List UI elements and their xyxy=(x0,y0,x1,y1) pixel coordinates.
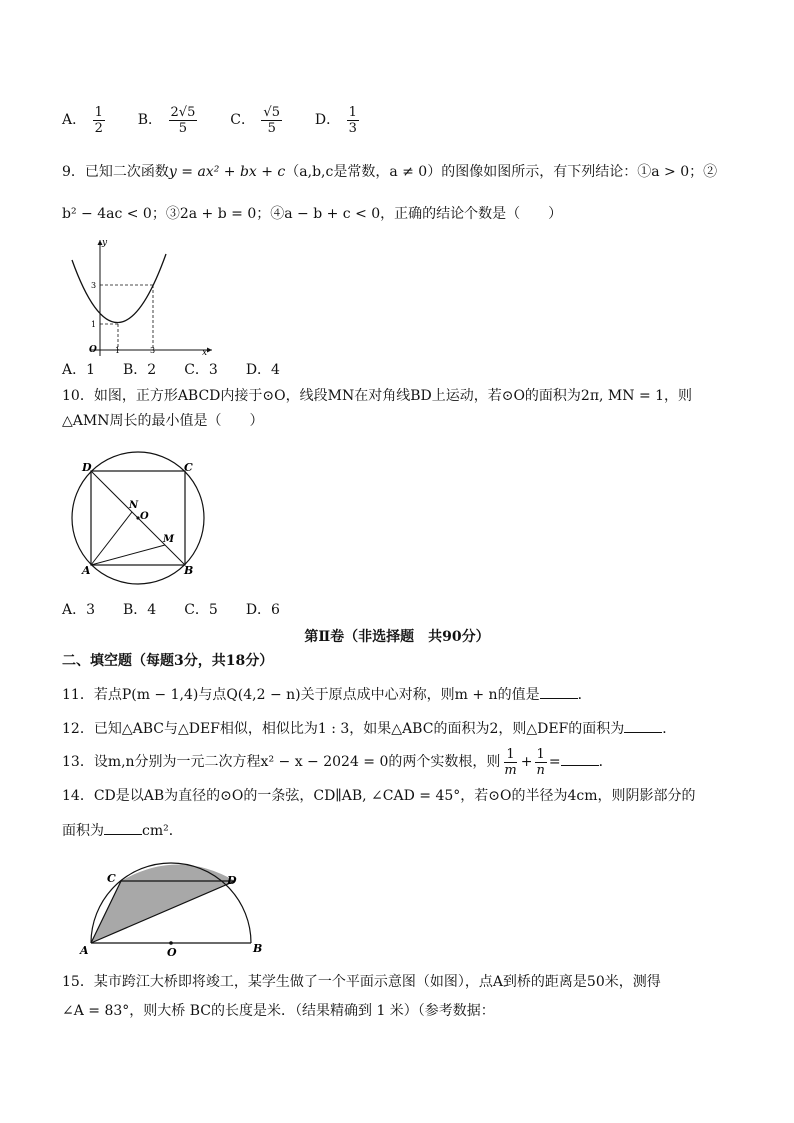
q8-a-fraction xyxy=(93,105,105,136)
q14-label-c: C xyxy=(107,872,116,885)
q8-b-fraction xyxy=(169,105,198,136)
q8-d-label: D． xyxy=(314,112,341,128)
q8-a-label: A． xyxy=(62,112,87,128)
q9-tick-y3: 3 xyxy=(91,281,97,290)
q10-line1: 10．如图，正方形ABCD内接于⊙O，线段MN在对角线BD上运动，若⊙O的面积为2π, MN = 1，则 xyxy=(62,388,693,404)
q12 xyxy=(62,718,676,739)
q15-line2: ∠A = 83°，则大桥 BC的长度是米．（结果精确到 1 米）（参考数据： xyxy=(62,1003,495,1019)
q10-label-m: M xyxy=(163,534,175,545)
q9-options: A．1 B．2 C．3 D．4 xyxy=(62,362,280,378)
q13-frac1-den: m xyxy=(504,762,517,778)
q11-text: 11．若点P(m − 1,4)与点Q(4,2 − n)关于原点成中心对称，则m + n的值是 xyxy=(62,687,540,703)
q13-frac2-num: 1 xyxy=(536,746,545,762)
q8-d-fraction xyxy=(347,105,359,136)
q10-label-o: O xyxy=(140,511,149,522)
q14-label-b: B xyxy=(253,942,263,955)
q10-label-b: B xyxy=(184,564,194,577)
q10-label-a: A xyxy=(82,564,91,577)
q10-options: A．3 B．4 C．5 D．6 xyxy=(62,602,280,618)
q9-x-label: x xyxy=(202,348,208,356)
q9-origin-label: O xyxy=(89,345,97,355)
q12-blank xyxy=(624,718,662,733)
q14-label-d: D xyxy=(227,874,237,887)
q10-segment-an xyxy=(91,512,132,565)
q13-frac1 xyxy=(502,747,518,778)
q14-semicircle-figure xyxy=(70,858,270,958)
q8-c-num: √5 xyxy=(263,104,280,120)
q9-tick-x3: 3 xyxy=(150,346,156,355)
q13-plus: + xyxy=(520,754,533,770)
q8-c-den: 5 xyxy=(267,120,276,136)
q11 xyxy=(62,684,592,705)
q8-b-num: 2√5 xyxy=(170,104,196,120)
q13-blank xyxy=(561,751,599,766)
q8-option-c xyxy=(230,104,288,136)
q14-line2 xyxy=(62,820,183,841)
q9-parabola-curve xyxy=(72,254,166,323)
q13-frac2-den: n xyxy=(536,762,545,778)
q12-end: ． xyxy=(662,721,677,737)
q10-label-c: C xyxy=(184,461,193,474)
q11-end: ． xyxy=(577,687,592,703)
q14-line2-prefix: 面积为 xyxy=(62,823,104,839)
q8-a-den: 2 xyxy=(94,120,103,136)
q9-line1 xyxy=(62,162,717,182)
q9-x-arrow xyxy=(207,348,212,353)
q13-eq: = xyxy=(548,754,561,770)
q9-prefix: 9．已知二次函数 xyxy=(62,164,169,180)
q9-formula: y = ax² + bx + c xyxy=(168,164,286,180)
q14-label-a: A xyxy=(80,944,89,957)
q8-b-den: 5 xyxy=(178,120,188,136)
q9-parabola-graph xyxy=(62,234,222,356)
q9-mid: （a,b,c是常数，a ≠ 0）的图像如图所示，有下列结论：①a > 0；② xyxy=(285,164,718,180)
q8-d-num: 1 xyxy=(348,104,357,120)
q8-options xyxy=(62,100,361,140)
q10-label-n: N xyxy=(129,500,139,511)
q9-tick-y1: 1 xyxy=(91,320,97,329)
q13-frac2 xyxy=(534,747,546,778)
section2-title: 二、填空题（每题3分，共18分） xyxy=(62,653,274,669)
q9-line2: b² − 4ac < 0；③2a + b = 0；④a − b + c < 0，正确的结论个数是（ ） xyxy=(62,206,563,222)
q14-label-o: O xyxy=(167,946,177,958)
q8-option-a xyxy=(62,104,111,136)
q13-end: ． xyxy=(598,754,613,770)
part2-heading: 第Ⅱ卷（非选择题 共90分） xyxy=(304,629,490,645)
q9-y-label: y xyxy=(102,238,108,248)
q8-c-fraction xyxy=(261,105,282,136)
q10-line2: △AMN周长的最小值是（ ） xyxy=(62,413,264,429)
q8-a-num: 1 xyxy=(94,104,103,120)
q13-frac1-num: 1 xyxy=(506,746,515,762)
q8-b-label: B． xyxy=(137,112,163,128)
q14-blank xyxy=(104,820,142,835)
q10-circle-square-figure xyxy=(62,450,222,588)
q8-c-label: C． xyxy=(230,112,255,128)
q14-unit: cm²． xyxy=(142,823,183,839)
q11-blank xyxy=(540,684,578,699)
q12-text: 12．已知△ABC与△DEF相似，相似比为1 : 3，如果△ABC的面积为2，则△DEF的面积为 xyxy=(62,721,625,737)
q15-line1: 15．某市跨江大桥即将竣工，某学生做了一个平面示意图（如图），点A到桥的距离是50米，测得 xyxy=(62,974,661,990)
q10-segment-am xyxy=(91,545,165,565)
q8-option-b xyxy=(137,104,204,136)
q8-d-den: 3 xyxy=(348,120,357,136)
q9-tick-x1: 1 xyxy=(115,346,121,355)
q14-center-dot xyxy=(169,941,173,945)
q10-label-d: D xyxy=(82,461,92,474)
q13-text: 13．设m,n分别为一元二次方程x² − x − 2024 = 0的两个实数根，则 xyxy=(62,754,501,770)
q13 xyxy=(62,744,613,780)
q8-option-d xyxy=(314,104,361,136)
q14-line1: 14．CD是以AB为直径的⊙O的一条弦，CD∥AB, ∠CAD = 45°，若⊙O的半径为4cm，则阴影部分的 xyxy=(62,788,696,804)
